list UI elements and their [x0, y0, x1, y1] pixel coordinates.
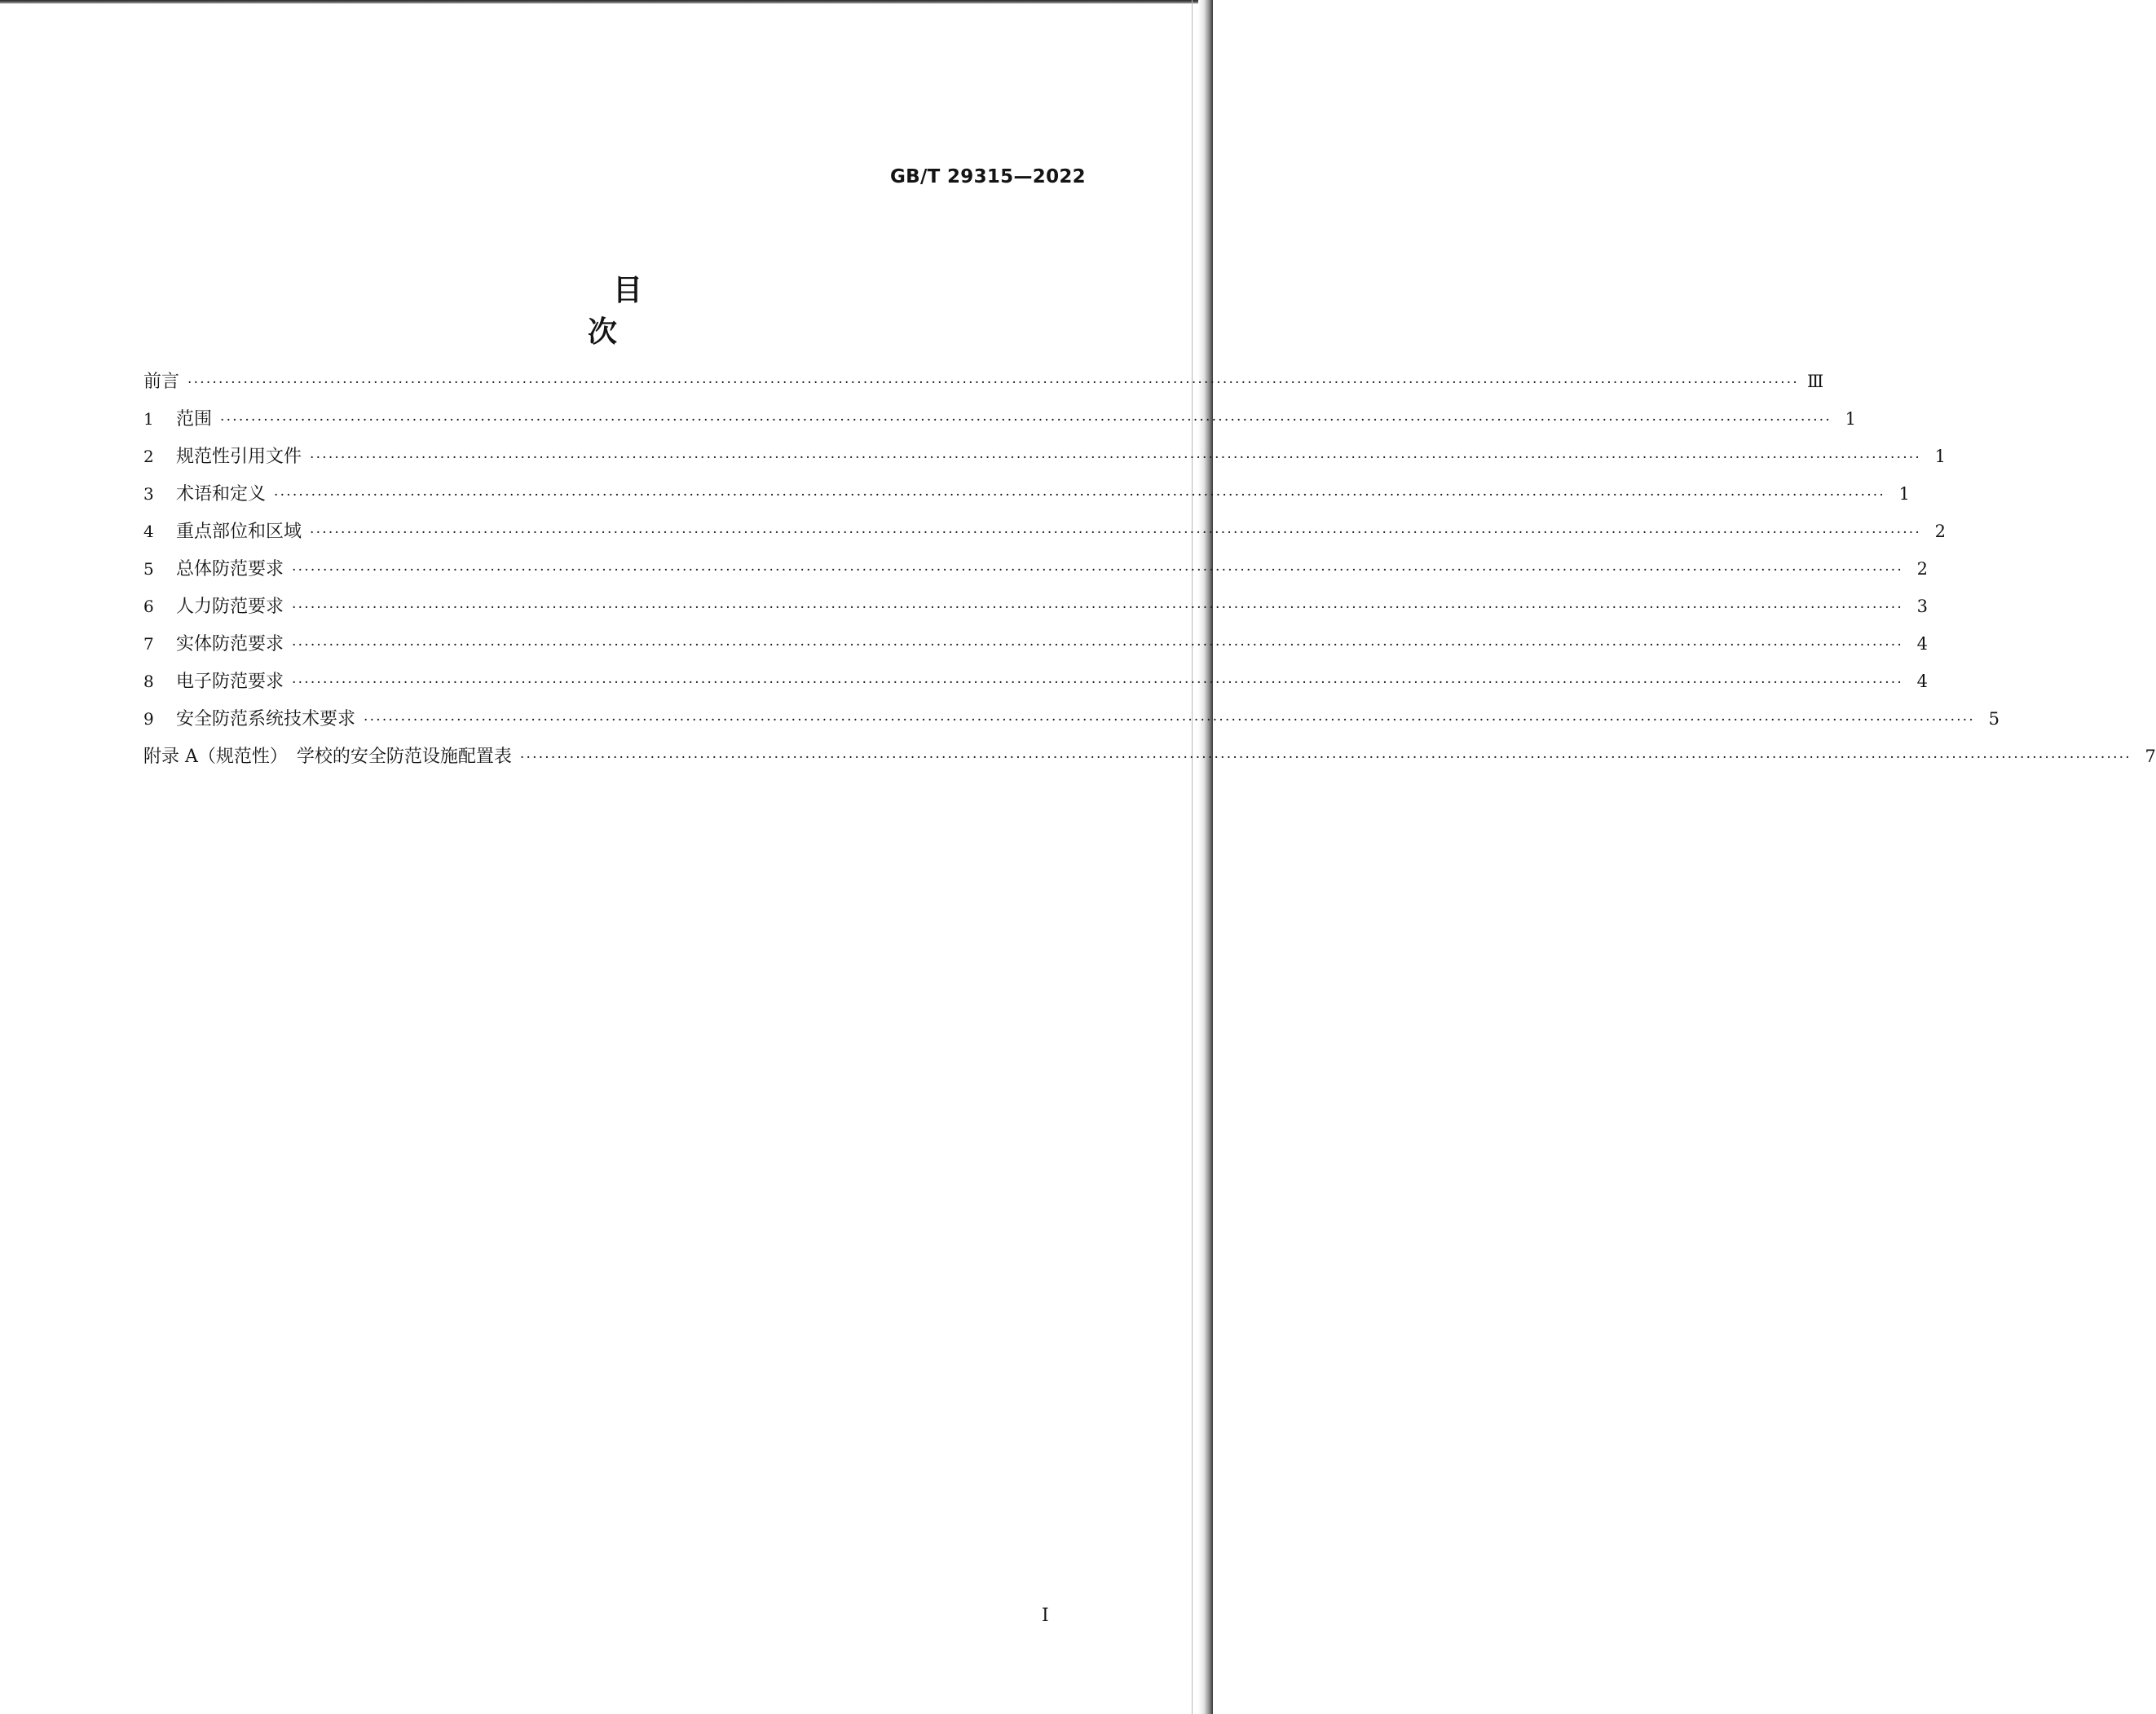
page-title: 目 次	[587, 274, 774, 349]
toc-entry-label: 电子防范要求	[176, 672, 284, 692]
toc-entry[interactable]	[143, 443, 1947, 480]
toc-entry-label: 附录 A（规范性） 学校的安全防范设施配置表	[143, 747, 512, 767]
toc-entry[interactable]	[143, 630, 1929, 668]
toc-entry-number: 7	[143, 634, 154, 654]
toc-entry-number: 4	[143, 522, 154, 541]
toc-entry-label: 术语和定义	[176, 484, 267, 505]
standard-code: GB/T 29315—2022	[889, 166, 1086, 187]
toc-leader-dots: ····································································································································································································································································	[220, 412, 1832, 429]
toc-entry-label: 总体防范要求	[176, 559, 284, 579]
toc-entry[interactable]	[143, 480, 1911, 518]
toc-entry-page: 7	[2145, 747, 2156, 766]
toc-entry-label: 实体防范要求	[176, 634, 284, 654]
toc-entry-label: 范围	[176, 409, 213, 430]
toc-leader-dots: ····································································································································································································································································	[310, 525, 1922, 541]
toc-entry-label: 重点部位和区域	[176, 522, 302, 542]
toc-leader-dots: ····································································································································································································································································	[310, 450, 1922, 466]
toc-entry[interactable]	[143, 668, 1929, 705]
toc-leader-dots: ····································································································································································································································································	[187, 375, 1800, 391]
toc-leader-dots: ····································································································································································································································································	[292, 562, 1904, 579]
toc-entry[interactable]	[143, 368, 1824, 405]
toc-leader-dots: ····································································································································································································································································	[292, 600, 1904, 616]
toc-leader-dots: ····································································································································································································································································	[519, 750, 2132, 766]
toc-entry-number: 5	[143, 559, 154, 579]
toc-leader-dots: ····································································································································································································································································	[274, 487, 1886, 504]
toc-entry[interactable]	[143, 593, 1929, 630]
scan-top-edge	[0, 0, 1213, 4]
toc-entry-page: 2	[1916, 559, 1929, 579]
toc-entry-page: 3	[1916, 597, 1929, 616]
toc-entry-page: 1	[1845, 409, 1857, 429]
toc-entry-page: Ⅲ	[1807, 372, 1824, 391]
toc-entry-label: 人力防范要求	[176, 597, 284, 617]
toc-entry-number: 9	[143, 709, 154, 729]
toc-entry[interactable]	[143, 518, 1947, 555]
toc-entry-label: 前言	[143, 372, 180, 392]
toc-entry-page: 1	[1934, 447, 1947, 466]
page-number: Ⅰ	[1042, 1606, 1049, 1626]
toc-entry-number: 2	[143, 447, 154, 466]
toc-entry-number: 6	[143, 597, 154, 616]
toc-entry-page: 1	[1898, 484, 1911, 504]
toc-entry-page: 4	[1916, 672, 1929, 691]
toc-entry-label: 规范性引用文件	[176, 447, 302, 467]
toc-entry[interactable]	[143, 742, 2156, 780]
toc-entry[interactable]	[143, 705, 2000, 742]
toc-entry[interactable]	[143, 555, 1929, 593]
toc-entry-label: 安全防范系统技术要求	[176, 709, 356, 729]
toc-leader-dots: ····································································································································································································································································	[292, 637, 1904, 654]
toc-entry-number: 8	[143, 672, 154, 691]
toc-leader-dots: ····································································································································································································································································	[364, 712, 1976, 729]
toc-entry-number: 3	[143, 484, 154, 504]
table-of-contents	[143, 368, 2156, 780]
toc-entry-page: 4	[1916, 634, 1929, 654]
toc-entry-page: 2	[1934, 522, 1947, 541]
toc-entry-page: 5	[1988, 709, 2000, 729]
scan-page-edge-line	[1192, 0, 1193, 1714]
toc-entry-number: 1	[143, 409, 154, 429]
toc-entry[interactable]	[143, 405, 1857, 443]
scan-right-shadow	[1198, 0, 1213, 1714]
toc-leader-dots: ····································································································································································································································································	[292, 675, 1904, 691]
